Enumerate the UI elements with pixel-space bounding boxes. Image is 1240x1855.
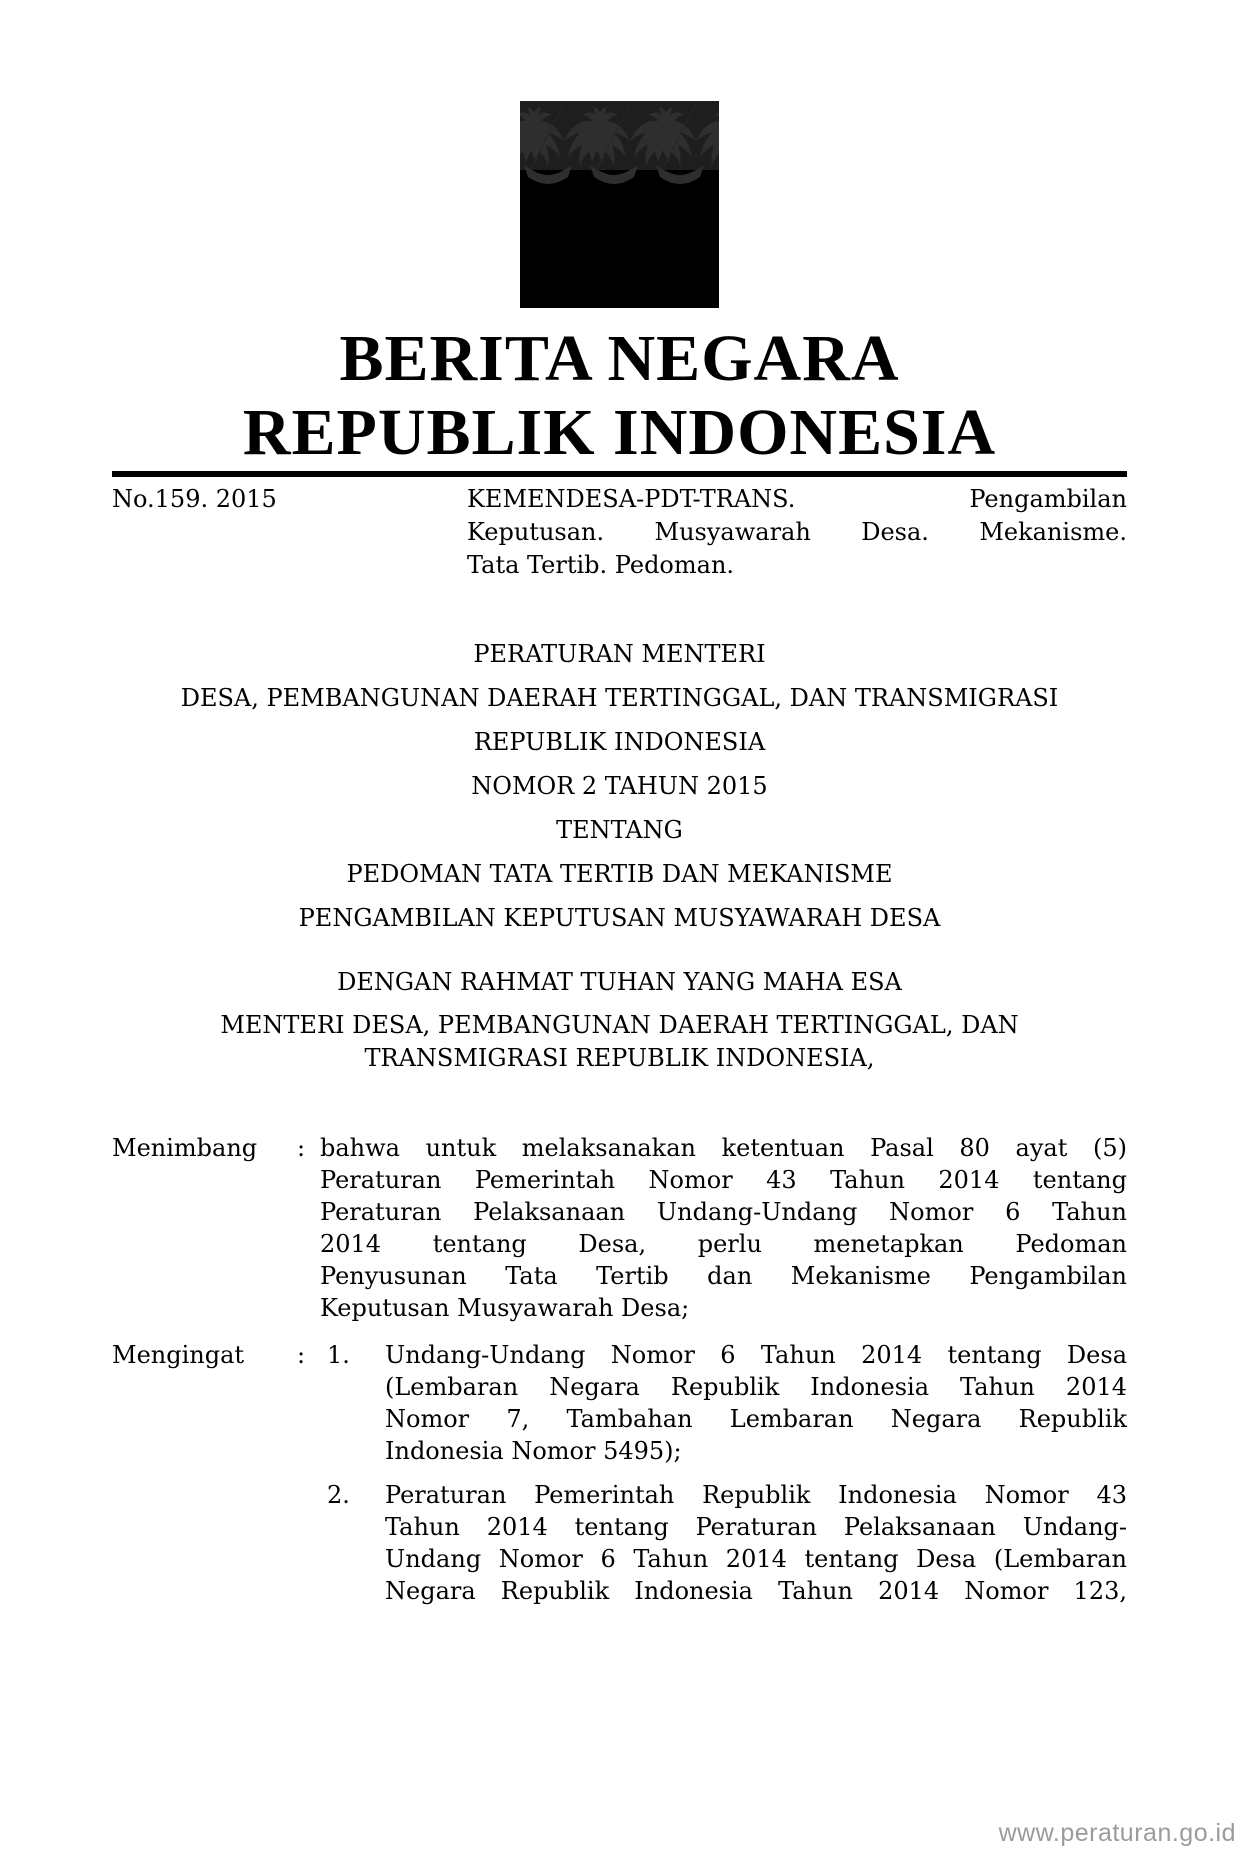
gazette-number: No.159. 2015 [112, 485, 277, 513]
text-line: MENTERI DESA, PEMBANGUNAN DAERAH TERTINGGAL, DAN [220, 1011, 1019, 1039]
text-line: Nomor 7, Tambahan Lembaran Negara Republik [385, 1405, 1127, 1433]
remembering-clause [112, 1339, 1127, 1607]
text-line: Negara Republik Indonesia Tahun 2014 Nomor 123, [385, 1577, 1127, 1605]
masthead-title-line1: BERITA NEGARA [339, 322, 900, 395]
watermark-url: www.peraturan.go.id [998, 1819, 1236, 1847]
garuda-pancasila-emblem-icon [520, 101, 719, 308]
text-line: Penyusunan Tata Tertib dan Mekanisme Pengambilan [320, 1262, 1127, 1290]
masthead-title-line2: REPUBLIK INDONESIA [242, 396, 997, 469]
masthead-rule [112, 471, 1127, 477]
item-text [385, 1479, 1127, 1607]
text-line: Keputusan Musyawarah Desa; [320, 1294, 690, 1322]
legal-basis-item [320, 1479, 1127, 1607]
issuing-official [112, 1009, 1127, 1075]
remembering-items [320, 1339, 1127, 1607]
text-line: TENTANG [556, 816, 683, 844]
text-line: KEMENDESA-PDT-TRANS. Pengambilan [467, 485, 1127, 513]
text-line: DESA, PEMBANGUNAN DAERAH TERTINGGAL, DAN TRANSMIGRASI [180, 684, 1059, 712]
text-line: REPUBLIK INDONESIA [473, 728, 766, 756]
text-line: (Lembaran Negara Republik Indonesia Tahun 2014 [385, 1373, 1127, 1401]
text-line: NOMOR 2 TAHUN 2015 [471, 772, 768, 800]
text-line: Tahun 2014 tentang Peraturan Pelaksanaan Undang- [385, 1513, 1127, 1541]
considering-clause [112, 1132, 1127, 1324]
item-text [385, 1339, 1127, 1467]
text-line: Undang-Undang Nomor 6 Tahun 2014 tentang Desa [385, 1341, 1127, 1369]
item-number: 2. [327, 1481, 350, 1509]
considering-colon: : [297, 1134, 306, 1162]
text-line: Undang Nomor 6 Tahun 2014 tentang Desa (Lembaran [385, 1545, 1127, 1573]
text-line: TRANSMIGRASI REPUBLIK INDONESIA, [364, 1044, 875, 1072]
gazette-subject [467, 483, 1127, 582]
text-line: PENGAMBILAN KEPUTUSAN MUSYAWARAH DESA [298, 904, 941, 932]
text-line: PERATURAN MENTERI [473, 640, 766, 668]
text-line: 2014 tentang Desa, perlu menetapkan Pedoman [320, 1230, 1127, 1258]
legal-basis-item [320, 1339, 1127, 1467]
text-line: Indonesia Nomor 5495); [385, 1437, 682, 1465]
item-number: 1. [327, 1341, 350, 1369]
text-line: PEDOMAN TATA TERTIB DAN MEKANISME [346, 860, 893, 888]
text-line: Peraturan Pemerintah Republik Indonesia Nomor 43 [385, 1481, 1127, 1509]
regulation-title [112, 632, 1127, 940]
text-line: Keputusan. Musyawarah Desa. Mekanisme. [467, 518, 1127, 546]
invocation-line: DENGAN RAHMAT TUHAN YANG MAHA ESA [337, 968, 902, 996]
considering-text [320, 1132, 1127, 1324]
masthead-info-row [112, 483, 1127, 582]
text-line: Tata Tertib. Pedoman. [467, 551, 735, 579]
gazette-masthead-title [112, 322, 1127, 470]
text-line: Peraturan Pemerintah Nomor 43 Tahun 2014 tentang [320, 1166, 1127, 1194]
text-line: Peraturan Pelaksanaan Undang-Undang Nomor 6 Tahun [320, 1198, 1127, 1226]
text-line: bahwa untuk melaksanakan ketentuan Pasal 80 ayat (5) [320, 1134, 1127, 1162]
remembering-colon: : [297, 1341, 306, 1369]
gazette-page [0, 101, 1240, 1855]
remembering-label: Mengingat [112, 1341, 245, 1369]
considering-label: Menimbang [112, 1134, 258, 1162]
